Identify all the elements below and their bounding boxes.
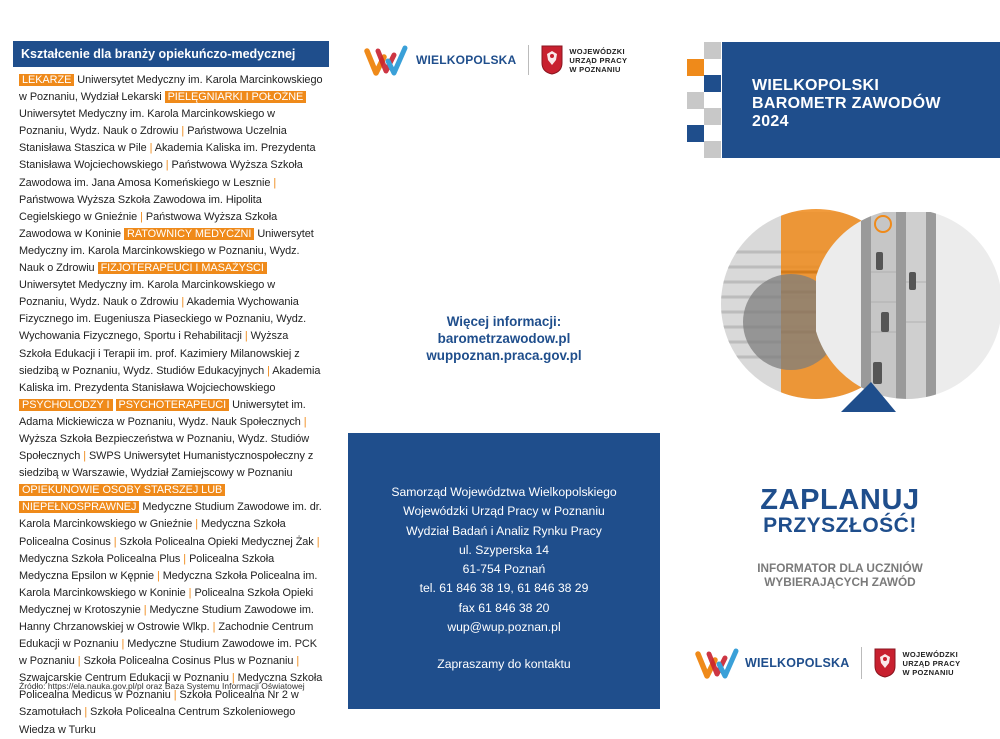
separator: | xyxy=(113,535,117,548)
contact-invite: Zapraszamy do kontaktu xyxy=(437,657,571,672)
text: Marcinkowskiego w Gnieźnie xyxy=(53,518,193,531)
contact-email[interactable]: wup@wup.poznan.pl xyxy=(447,620,561,635)
text: Humanistycznospołeczny z siedzibą w Warszawie, Wydział xyxy=(19,450,314,480)
decorative-squares xyxy=(687,42,721,158)
text: Akademia xyxy=(154,142,203,155)
text: Medyczna Szkoła Policealna Medicus w Poznaniu xyxy=(19,672,323,702)
text: Szwajcarskie Centrum Edukacji w Poznaniu xyxy=(19,672,229,685)
tag-psycholodzy-cont: PSYCHOTERAPEUCI xyxy=(116,399,230,411)
text: Państwowa Wyższa Szkoła Zawodowa w Koninie xyxy=(19,210,278,240)
text: Medyczne Studium Zawodowe im. dr. Karola xyxy=(19,501,322,531)
subheadline xyxy=(722,561,958,589)
separator: | xyxy=(273,176,277,189)
contact-phone: tel. 61 846 38 19, 61 846 38 29 xyxy=(419,581,589,596)
crest-icon xyxy=(541,45,563,75)
website-link[interactable]: barometrzawodow.pl xyxy=(437,331,571,346)
text: Edukacji i Terapii im. prof. Kazimiery Milanowskiej z siedzibą w xyxy=(19,347,300,377)
text: Szkoła Policealna Nr 2 w Szamotułach xyxy=(19,689,299,719)
separator: | xyxy=(181,296,185,309)
org-line: WOJEWÓDZKI xyxy=(569,46,625,56)
text: Akademia xyxy=(186,296,235,309)
separator: | xyxy=(267,364,270,377)
separator: | xyxy=(316,535,320,548)
logo-group-top xyxy=(364,40,627,80)
text: Medyczna Szkoła Policealna Cosinus xyxy=(19,518,286,548)
text: Zachodnie Centrum Edukacji w Poznaniu xyxy=(19,621,314,651)
headline xyxy=(722,485,958,537)
text: SWPS Uniwersytet xyxy=(88,450,181,463)
wielkopolska-wordmark: WIELKOPOLSKA xyxy=(416,53,517,67)
text: Wyższa Szkoła Zawodowa im. Jana Amosa Komeńskiego w Lesznie xyxy=(19,159,303,189)
text: Policealna Szkoła Medyczna Epsilon w Kępnie xyxy=(19,552,275,582)
text: Wyższa Szkoła xyxy=(19,330,289,360)
tag-opiekunowie: OPIEKUNOWIE OSOBY STARSZEJ LUB xyxy=(19,484,225,496)
tag-lekarze: LEKARZE xyxy=(19,74,74,86)
separator: | xyxy=(244,330,248,343)
org-line: URZĄD PRACY xyxy=(569,55,628,65)
text: Poznaniu, Wydział Lekarski xyxy=(29,91,162,104)
separator: | xyxy=(212,621,216,633)
headline-line: PRZYSZŁOŚĆ! xyxy=(763,514,917,537)
text: Szkoła Policealna Cosinus Plus xyxy=(83,655,235,668)
wielkopolska-wordmark: WIELKOPOLSKA xyxy=(745,656,850,670)
website-link[interactable]: wuppoznan.praca.gov.pl xyxy=(426,348,582,363)
education-list-panel xyxy=(13,41,329,739)
separator: | xyxy=(296,655,300,668)
text: Medyczne xyxy=(149,603,199,616)
subheadline-line: INFORMATOR DLA UCZNIÓW xyxy=(757,561,923,575)
crest-icon xyxy=(874,648,896,678)
separator: | xyxy=(143,603,147,616)
text: Szkoleniowego Wiedza w Turku xyxy=(19,706,296,736)
text: Prezydenta Stanisława Wojciechowskiego xyxy=(74,381,276,394)
more-info-label: Więcej informacji: xyxy=(446,314,562,329)
text: Policealna Szkoła Opieki Medycznej w Krotoszynie xyxy=(19,586,314,616)
text: Marcinkowskiego w Poznaniu, Wydz. Nauk o Zdrowiu xyxy=(19,279,276,309)
wielkopolska-logo-icon xyxy=(695,646,739,680)
separator: | xyxy=(303,415,307,428)
text: Państwowa Wyższa Szkoła Zawodowa im. Hipolita Cegielskiego w xyxy=(19,193,262,223)
separator: | xyxy=(195,518,199,531)
org-line: WOJEWÓDZKI xyxy=(902,649,958,659)
org-name xyxy=(569,47,627,74)
text: Poznaniu, Wydz. Nauk Społecznych xyxy=(127,415,301,428)
text: Medyczna Szkoła Policealna im. Karola Marcinkowskiego w Koninie xyxy=(19,569,318,599)
contact-line: Samorząd Województwa Wielkopolskiego xyxy=(391,485,617,499)
panel-header: Kształcenie dla branży opiekuńczo-medycznej xyxy=(13,41,329,67)
tag-psycholodzy: PSYCHOLODZY I xyxy=(19,399,113,411)
text: Wychowania Fizycznego im. Eugeniusza Piaseckiego w Poznaniu, xyxy=(19,296,299,326)
text: Medyczna Szkoła xyxy=(19,552,104,565)
tag-opiekunowie-cont: NIEPEŁNOSPRAWNEJ xyxy=(19,501,139,513)
separator: | xyxy=(165,159,169,172)
text: Medyczne Studium xyxy=(127,638,220,651)
text: Uniwersytet xyxy=(19,108,76,121)
org-line: W POZNANIU xyxy=(569,64,621,74)
separator: | xyxy=(121,638,125,651)
text: Policealna Plus xyxy=(106,552,181,565)
wielkopolska-logo-icon xyxy=(364,43,408,77)
text: Poznaniu, Wydz. Studiów Edukacyjnych xyxy=(72,364,265,377)
tag-fizjoterapeuci: FIZJOTERAPEUCI I MASAŻYŚCI xyxy=(98,262,267,274)
more-info-block xyxy=(348,313,660,364)
headline-line: ZAPLANUJ xyxy=(760,484,920,516)
separator: | xyxy=(231,672,235,685)
logo-group-bottom xyxy=(695,643,960,683)
contact-fax: fax 61 846 38 20 xyxy=(458,600,550,615)
banner-line: WIELKOPOLSKI xyxy=(752,77,880,94)
banner-line: BAROMETR ZAWODÓW xyxy=(752,95,941,112)
text: Zawodowe im. PCK w Poznaniu xyxy=(19,638,317,668)
contact-box xyxy=(348,433,660,709)
org-name xyxy=(902,650,960,677)
text: Medyczny im. Karola Marcinkowskiego w Poznaniu, Wydz. Nauk o xyxy=(19,108,275,138)
text: Szkoła Policealna Centrum xyxy=(90,706,220,719)
text: Wyższa Szkoła Bezpieczeństwa xyxy=(19,432,174,445)
text: Studium Zawodowe im. Hanny Chrzanowskiej w Ostrowie Wlkp. xyxy=(19,603,314,633)
separator: | xyxy=(183,552,187,565)
separator: | xyxy=(181,125,185,138)
text: Zamiejscowy w Poznaniu xyxy=(171,467,293,480)
org-line: W POZNANIU xyxy=(902,667,954,677)
org-line: URZĄD PRACY xyxy=(902,658,961,668)
panel-body xyxy=(13,67,329,739)
text: w Poznaniu xyxy=(237,655,294,668)
text: Akademia Kaliska im. xyxy=(19,364,321,394)
separator: | xyxy=(83,450,86,463)
contact-line: 61-754 Poznań xyxy=(462,562,546,577)
tag-pielegniarki: PIELĘGNIARKI I POŁOŻNE xyxy=(165,91,307,103)
text: Państwowa Uczelnia Stanisława Staszica w Pile xyxy=(19,125,287,155)
escalator-photo xyxy=(721,212,1000,412)
separator: | xyxy=(173,689,177,702)
text: Gnieźnie xyxy=(94,210,138,223)
text: w Poznaniu, Wydz. Studiów Społecznych xyxy=(19,432,310,463)
separator: | xyxy=(149,142,153,155)
subheadline-line: WYBIERAJĄCYCH ZAWÓD xyxy=(764,575,916,589)
logo-divider xyxy=(861,647,862,679)
text: Uniwersytet Medyczny im. Karola Marcinkowskiego w xyxy=(19,74,323,104)
contact-line: Wydział Badań i Analiz Rynku Pracy xyxy=(406,523,602,538)
tag-ratownicy: RATOWNICY MEDYCZNI xyxy=(124,228,254,240)
text: Uniwersytet im. Adama Mickiewicza w xyxy=(19,398,306,428)
title-banner xyxy=(722,42,1000,158)
text: Kaliska im. Prezydenta Stanisława Wojciechowskiego xyxy=(19,142,316,172)
separator: | xyxy=(84,706,88,719)
text: Zdrowiu xyxy=(140,125,179,138)
separator: | xyxy=(77,655,81,668)
text: Państwowa xyxy=(171,159,227,172)
banner-year: 2024 xyxy=(752,113,789,130)
contact-line: ul. Szyperska 14 xyxy=(458,542,550,557)
text: Wydz. Wychowania Fizycznego, Sportu i Rehabilitacji xyxy=(19,313,307,343)
separator: | xyxy=(140,210,143,223)
logo-divider xyxy=(528,45,529,75)
text: Uniwersytet Medyczny im. Karola xyxy=(19,227,314,257)
text: Uniwersytet Medyczny im. Karola xyxy=(19,279,179,292)
text: Marcinkowskiego w Poznaniu, Wydz. Nauk o Zdrowiu xyxy=(19,244,300,275)
text: Szkoła Policealna Opieki Medycznej Żak xyxy=(119,535,314,548)
source-note: Źródło: https://ela.nauka.gov.pl/pl oraz Baza Systemu Informacji Oświatowej xyxy=(19,681,305,691)
separator: | xyxy=(156,569,160,582)
separator: | xyxy=(188,586,192,599)
contact-line: Wojewódzki Urząd Pracy w Poznaniu xyxy=(403,504,605,519)
